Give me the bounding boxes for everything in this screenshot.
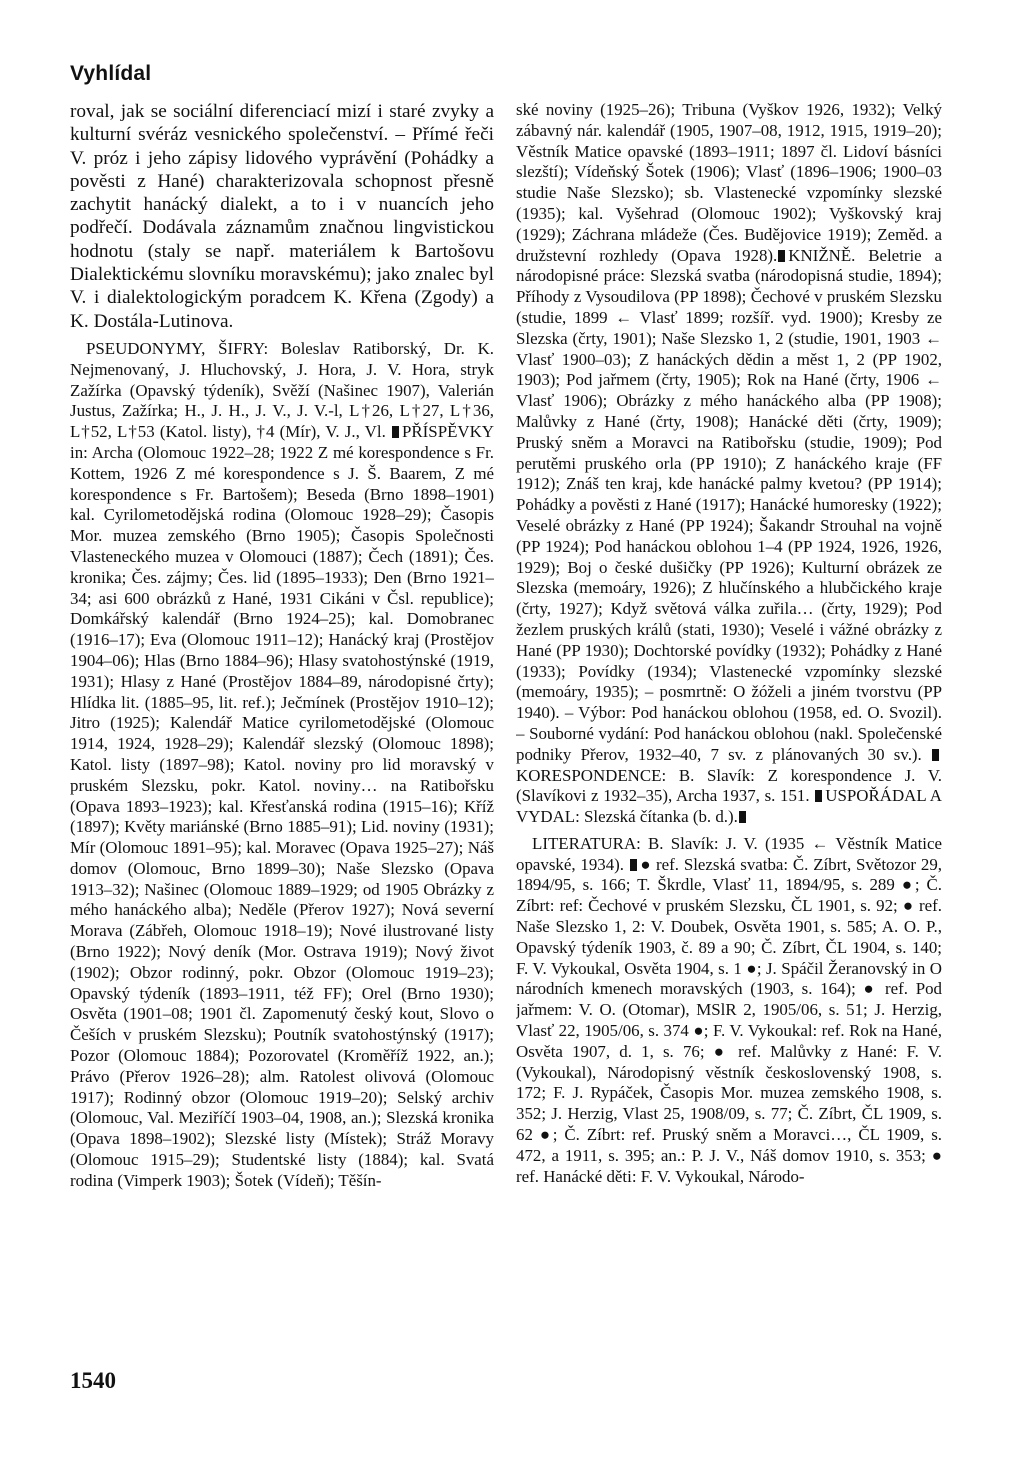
correspondence-text: KORESPONDENCE: B. Slavík: Z korespondence J. V. (Slavíkovi z 1932–35), Archa 1937, s. 151. — [516, 765, 942, 806]
edited-text: USPOŘÁDAL A VYDAL: Slezská čítanka (b. d.). — [516, 786, 942, 827]
paragraph-pseudonyms — [70, 339, 494, 1192]
paragraph-body: roval, jak se sociální diferenciací mizí i staré zvyky a kulturní svéráz vesnického společenství. – Přímé řeči V. próz i jeho zápisy lidového vyprávění (Pohádky a pověsti z Hané) charakterizovala schopnost přesně zachytit hanácký dialekt, a to i v nuancích jeho podřečí. Dodávala záznamům značnou lingvistickou hodnotu (staly se např. materiálem k Bartošovu Dialektickému slovníku moravskému); jako znalec byl V. i dialektologickým poradcem K. Křena (Zgody) a K. Dostála-Lutinova. — [70, 101, 494, 332]
section-marker-icon — [630, 859, 637, 871]
left-column — [70, 100, 494, 1380]
contributions-text: PŘÍSPĚVKY in: Archa (Olomouc 1922–28; 1922 Z mé korespondence s Fr. Kottem, 1926 Z mé korespondence s J. Š. Baarem, Z mé korespondence s Fr. Bartošem); Beseda (Brno 1898–1901) kal. Cyrilometodějská rodina (Olomouc 1928–29); Časopis Mor. muzea zemského (Brno 1905); Časopis Společnosti Vlasteneckého muzea v Olomouci (1887); Čech (1891); Čes. kronika; Čes. zájmy; Čes. lid (1895–1933); Den (Brno 1921–34; asi 600 obrázků z Hané, 1931 Cikáni v Čsl. republice); Domkářský kalendář (Brno 1924–25); kal. Domobranec (1916–17); Eva (Olomouc 1911–12); Hanácký kraj (Prostějov 1904–06); Hlas (Brno 1884–96); Hlasy svatohostýnské (1919, 1931); Hlasy z Hané (Prostějov 1884–89, národopisné črty); Hlídka lit. (1885–95, lit. ref.); Ječmínek (Prostějov 1910–12); Jitro (1925); Kalendář Matice cyrilometodějské (Olomouc 1914, 1924, 1928–29); Kalendář slezský (Olomouc 1898); Katol. listy (1897–98); Katol. noviny pro lid moravský v pruském Slezsku, pokr. Katol. noviny… na Ratibořsku (Opava 1893–1923); kal. Křesťanská rodina (1915–16); Kříž (1897); Květy mariánské (Brno 1885–91); Lid. noviny (1931); Mír (Olomouc 1891–95); kal. Moravec (Opava 1925–27); Náš domov (Olomouc, Brno 1899–30); Naše Slezsko (Opava 1913–32); Našinec (Olomouc 1889–1929; od 1905 Obrázky z mého hanáckého alba); Neděle (Přerov 1927); Nová severní Morava (Zábřeh, Olomouc 1918–19); Nové ilustrované listy (Brno 1922); Nový deník (Mor. Ostrava 1919); Nový život (1902); Obzor rodinný, pokr. Obzor (Olomouc 1919–23); Opavský týdeník (1893–1911, též FF); Orel (Brno 1930); Osvěta (1901–08; 1901 čl. Zapomenutý český kout, Slovo o Češích v pruském Slezsku); Poutník svatohostýnský (1917); Pozor (Olomouc 1884); Pozorovatel (Kroměříž 1922, an.); Právo (Přerov 1926–28); alm. Ratolest olivová (Olomouc 1917); Rodinný obzor (Olomouc 1919–20); Selský archiv (Olomouc, Val. Meziříčí 1903–04, 1908, an.); Slezská kronika (Opava 1898–1902); Slezské listy (Místek); Stráž Moravy (Olomouc 1915–29); Studentské listy (1884); kal. Svatá rodina (Vimperk 1903); Šotek (Vídeň); Těšín- — [70, 422, 494, 1190]
paragraph-literature — [516, 834, 942, 1188]
section-marker-icon — [778, 250, 785, 262]
literature-text: LITERATURA: B. Slavík: J. V. (1935 ← Věstník Matice opavské, 1934). — [516, 833, 942, 874]
page-number: 1540 — [70, 1368, 116, 1393]
books-text: KNIŽNĚ. Beletrie a národopisné práce: Slezská svatba (národopisná studie, 1894); Příhody z Vysoudilova (PP 1898); Čechové v pruském Slezsku (studie, 1899 ← Vlasť 1899; rozšíř. vyd. 1900); Kresby ze Slezska (črty, 1901); Naše Slezsko 1, 2 (studie, 1901, 1903 ← Vlasť 1900–03); Z hanáckých dědin a měst 1, 2 (PP 1902, 1903); Pod jařmem (črty, 1905); Rok na Hané (črty, 1906 ← Vlasť 1906); Obrázky z mého hanáckého alba (PP 1908); Malůvky z Hané (črty, 1908); Hanácké děti (črty, 1909); Pruský sněm a Moravci na Ratibořsku (studie, 1909); Pod perutěmi pruského orla (PP 1910); Z hanáckého kraje (FF 1912); Znáš ten kraj, kde hanácké palmy kvetou? (PP 1914); Pohádky a pověsti z Hané (1917); Hanácké humoresky (1922); Veselé obrázky z Hané (PP 1924); Šakandr Strouhal na vojně (PP 1924); Pod hanáckou oblohou 1–4 (PP 1924, 1926, 1926, 1929); Boj o české dušičky (PP 1926); Kulturní obrázek ze Slezska (memoáry, 1926); Z hlučínského a hlubčického kraje (črty, 1927); Když světová válka zuřila… (črty, 1929); Pod žezlem pruských králů (stati, 1930); Veselé i vážné obrázky z Hané (PP 1930); Dochtorské povídky (1932); Pohádky z Hané (1933); Povídky (1934); Vlastenecké vzpomínky slezské (memoáry, 1935); – posmrtně: O žóželi a jiném tvorstvu (PP 1940). – Výbor: Pod hanáckou oblohou (1958, ed. O. Svozil). – Souborné vydání: Pod hanáckou oblohou (nakl. Společenské podniky Přerov, 1932–40, 7 sv. z plánovaných 30 sv.). — [516, 245, 942, 764]
section-marker-icon — [392, 426, 399, 438]
section-marker-icon — [739, 811, 746, 823]
section-marker-icon — [815, 790, 822, 802]
right-column — [516, 100, 942, 1380]
running-head: Vyhlídal — [70, 62, 152, 85]
paragraph-contributions-cont — [516, 100, 942, 828]
section-marker-icon — [932, 749, 939, 761]
contributions-cont-text: ské noviny (1925–26); Tribuna (Vyškov 1926, 1932); Velký zábavný nár. kalendář (1905, 1907–08, 1912, 1915, 1919–20); Věstník Matice opavské (1893–1911; 1897 čl. Lidoví básníci slezští); Vídeňský Šotek (1906); Vlasť (1896–1906; 1900–03 studie Naše Slezsko); sb. Vlastenecké vzpomínky slezské (1935); kal. Vyšehrad (Olomouc 1902); Vyškovský kraj (1929); Záchrana mládeže (Čes. Budějovice 1919); Zeměd. a družstevní rozhledy (Opava 1928). — [516, 100, 942, 265]
pseudonyms-text: PSEUDONYMY, ŠIFRY: Boleslav Ratiborský, Dr. K. Nejmenovaný, J. Hluchovský, J. Hora, J. V. Hora, stryk Zažírka (Opavský týdeník), Svěží (Našinec 1907), Valerián Justus, Zažírka; H., J. H., J. V., J. V.-l, L†26, L†27, L†36, L†52, L†53 (Katol. listy), †4 (Mír), V. J., Vl. — [70, 338, 494, 442]
literature-refs-text: ● ref. Slezská svatba: Č. Zíbrt, Světozor 29, 1894/95, s. 166; T. Škrdle, Vlasť 11, 1894/95, s. 289 ●; Č. Zíbrt: ref: Čechové v pruském Slezsku, ČL 1901, s. 92; ● ref. Naše Slezsko 1, 2: V. Doubek, Osvěta 1901, s. 585; A. O. P., Opavský týdeník 1903, č. 89 a 90; Č. Zíbrt, ČL 1904, s. 140; F. V. Vykoukal, Osvěta 1904, s. 1 ●; J. Spáčil Žeranovský in O národních kmenech moravských (1903, s. 164); ● ref. Pod jařmem: V. O. (Otomar), MSlR 2, 1905/06, s. 51; J. Herzig, Vlasť 22, 1905/06, s. 374 ●; F. V. Vykoukal: ref. Rok na Hané, Osvěta 1907, d. 1, s. 76; ● ref. Malůvky z Hané: F. V. (Vykoukal), Národopisný věstník československý 1908, s. 172; F. J. Rypáček, Časopis Mor. muzea zemského 1908, s. 352; J. Herzig, Vlast 25, 1908/09, s. 77; Č. Zíbrt, ČL 1909, s. 62 ●; Č. Zíbrt: ref. Pruský sněm a Moravci…, ČL 1909, s. 472, a 1911, s. 395; an.: P. J. V., Náš domov 1910, s. 353; ● ref. Hanácké děti: F. V. Vykoukal, Národo- — [516, 854, 942, 1186]
